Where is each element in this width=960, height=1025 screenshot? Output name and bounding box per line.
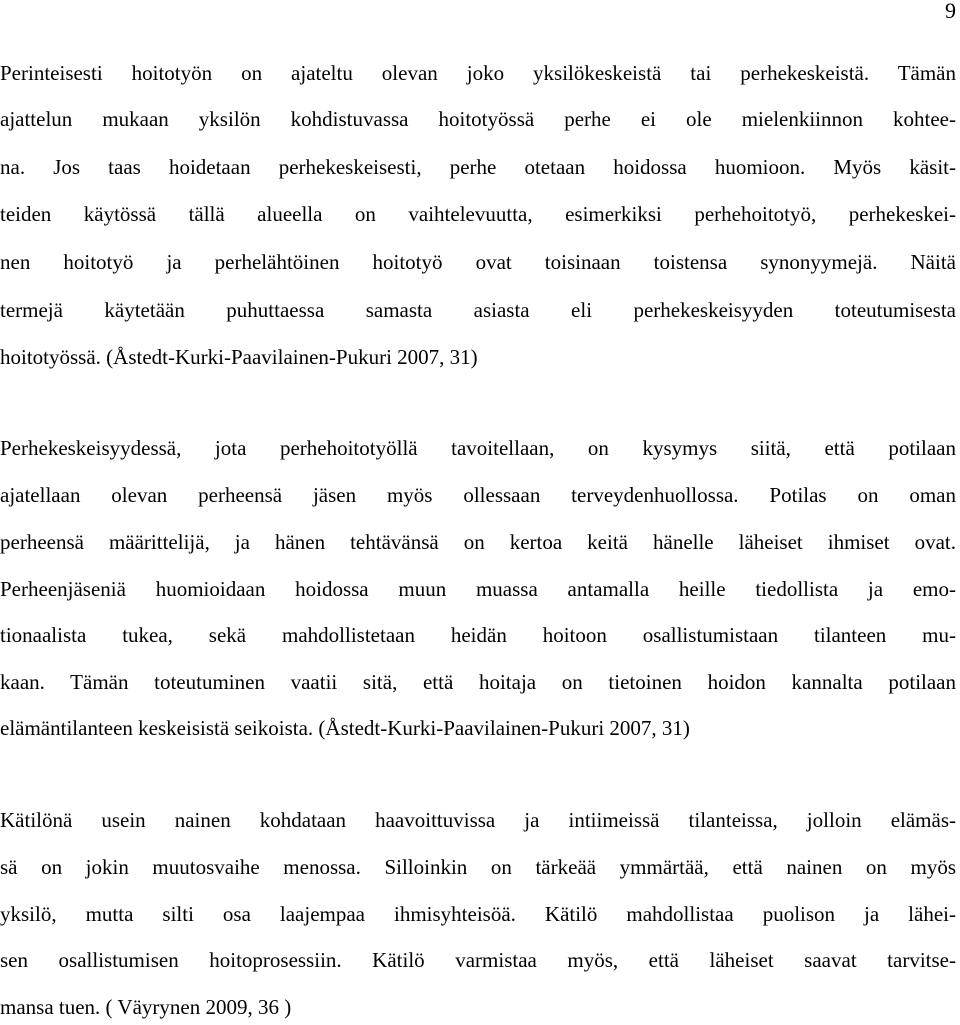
text-line: Perheenjäseniä huomioidaan hoidossa muun muassa antamalla heille tiedollista ja emo- <box>0 577 956 601</box>
page-number: 9 <box>945 0 956 23</box>
text-line: ajattelun mukaan yksilön kohdistuvassa hoitotyössä perhe ei ole mielenkiinnon kohtee- <box>0 107 956 131</box>
text-line: Perhekeskeisyydessä, jota perhehoitotyöllä tavoitellaan, on kysymys siitä, että potilaan <box>0 436 956 460</box>
text-line: Kätilönä usein nainen kohdataan haavoittuvissa ja intiimeissä tilanteissa, jolloin elämäs- <box>0 808 956 832</box>
text-line: kaan. Tämän toteutuminen vaatii sitä, että hoitaja on tietoinen hoidon kannalta potilaan <box>0 670 956 694</box>
text-line: teiden käytössä tällä alueella on vaihtelevuutta, esimerkiksi perhehoitotyö, perhekeskei- <box>0 202 956 226</box>
text-line: tionaalista tukea, sekä mahdollistetaan heidän hoitoon osallistumistaan tilanteen mu- <box>0 623 956 647</box>
text-line: Perinteisesti hoitotyön on ajateltu olevan joko yksilökeskeistä tai perhekeskeistä. Tämän <box>0 61 956 85</box>
text-line: nen hoitotyö ja perhelähtöinen hoitotyö ovat toisinaan toistensa synonyymejä. Näitä <box>0 250 956 274</box>
text-line: mansa tuen. ( Väyrynen 2009, 36 ) <box>0 995 292 1019</box>
text-line: termejä käytetään puhuttaessa samasta asiasta eli perhekeskeisyyden toteutumisesta <box>0 298 956 322</box>
text-line: sä on jokin muutosvaihe menossa. Silloinkin on tärkeää ymmärtää, että nainen on myös <box>0 855 956 879</box>
text-line: sen osallistumisen hoitoprosessiin. Kätilö varmistaa myös, että läheiset saavat tarvitse- <box>0 948 956 972</box>
text-line: yksilö, mutta silti osa laajempaa ihmisyhteisöä. Kätilö mahdollistaa puolison ja lähei- <box>0 902 956 926</box>
text-line: ajatellaan olevan perheensä jäsen myös ollessaan terveydenhuollossa. Potilas on oman <box>0 483 956 507</box>
text-line: na. Jos taas hoidetaan perhekeskeisesti, perhe otetaan hoidossa huomioon. Myös käsit- <box>0 155 956 179</box>
text-line: elämäntilanteen keskeisistä seikoista. (Åstedt-Kurki-Paavilainen-Pukuri 2007, 31) <box>0 716 690 740</box>
text-line: perheensä määrittelijä, ja hänen tehtävänsä on kertoa keitä hänelle läheiset ihmiset ovat. <box>0 530 956 554</box>
text-line: hoitotyössä. (Åstedt-Kurki-Paavilainen-Pukuri 2007, 31) <box>0 345 478 369</box>
